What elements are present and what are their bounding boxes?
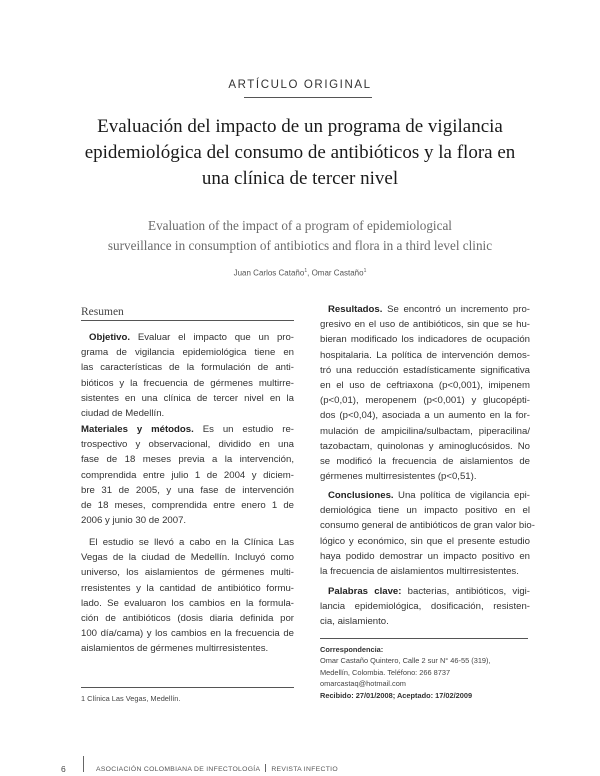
text-line: bre 31 de 2005, y una fase de intervención bbox=[81, 484, 294, 496]
affiliation-mark: 1 bbox=[363, 268, 367, 274]
text-line bbox=[320, 302, 530, 317]
text-line: ción de antibióticos (dosis diaria definida por bbox=[81, 613, 294, 625]
text-line: trospectivo y observacional, dividido en una bbox=[81, 439, 294, 451]
text-line: comprendida entre julio 1 de 2004 y diciem- bbox=[81, 469, 294, 481]
page-number: 6 bbox=[61, 764, 66, 774]
author-separator: , bbox=[307, 268, 312, 278]
text-line: sistentes en una clínica de tercer nivel en la bbox=[81, 392, 294, 404]
resultados-paragraph bbox=[320, 302, 530, 484]
text-line: dos (p<0,04), asociada a un aumento en la for- bbox=[320, 410, 530, 422]
received-accepted-dates: Recibido: 27/01/2008; Aceptado: 17/02/2009 bbox=[320, 690, 473, 700]
text-line bbox=[320, 584, 530, 599]
text-line: bióticos y la frecuencia de gérmenes multirre- bbox=[81, 377, 294, 389]
footer-separator bbox=[83, 756, 84, 772]
text-line: Una política de vigilancia epi- bbox=[398, 490, 530, 501]
text-line: Se encontró un incremento pro- bbox=[387, 304, 530, 315]
affiliation-mark: 1 bbox=[304, 268, 308, 274]
article-title-english bbox=[60, 216, 540, 256]
footnote-rule bbox=[81, 687, 294, 688]
text-line bbox=[81, 422, 294, 437]
abstract-rule bbox=[81, 320, 294, 321]
correspondence-block bbox=[320, 644, 532, 701]
text-line bbox=[81, 330, 294, 345]
correspondence-address: Omar Castaño Quintero, Calle 2 sur N° 46-55 (319), bbox=[320, 656, 491, 666]
text-line: demiológica tiene un impacto positivo en el bbox=[320, 505, 530, 517]
running-footer bbox=[96, 764, 338, 773]
abstract-heading: Resumen bbox=[81, 306, 124, 318]
conclusiones-paragraph bbox=[320, 488, 535, 579]
text-line: mulación de ampicilina/sulbactam, piperacilina/ bbox=[320, 425, 530, 437]
text-line: tazobactam, quinolonas y aminoglucósidos. No bbox=[320, 440, 530, 452]
text-line: de 18 meses, comprendida entre enero 1 de bbox=[81, 500, 294, 512]
article-title bbox=[60, 114, 540, 192]
palabras-clave-label: Palabras clave: bbox=[328, 586, 402, 597]
text-line: las características de la formulación de anti- bbox=[81, 362, 294, 374]
author-name: Juan Carlos Cataño bbox=[233, 268, 305, 278]
title-line: una clínica de tercer nivel bbox=[201, 168, 399, 189]
text-line: gresivo en el uso de antibióticos, sin que se hu- bbox=[320, 319, 530, 331]
text-line: grama de vigilancia epidemiológica tiene en bbox=[81, 347, 294, 359]
text-line: 100 día/cama) y los cambios en la frecuencia de bbox=[81, 628, 294, 640]
text-line: lado. Se evaluaron los cambios en la formula- bbox=[81, 597, 294, 609]
materiales-label: Materiales y métodos. bbox=[81, 424, 194, 435]
text-line: 2006 y junio 30 de 2007. bbox=[81, 515, 187, 527]
text-line: en el uso de ceftriaxona (p<0,001), imipenem bbox=[320, 380, 530, 392]
text-line: haya podido demostrar un impacto positivo en bbox=[320, 550, 530, 562]
text-line: Es un estudio re- bbox=[202, 424, 295, 435]
materiales-paragraph bbox=[81, 422, 294, 528]
text-line: la frecuencia de aislamientos multirresistentes. bbox=[320, 566, 519, 578]
correspondence-city-phone: Medellín, Colombia. Teléfono: 266 8737 bbox=[320, 667, 451, 677]
title-en-line: Evaluation of the impact of a program of epidemiological bbox=[148, 218, 452, 233]
correspondence-email[interactable]: omarcastaq@hotmail.com bbox=[320, 679, 406, 689]
footer-bar bbox=[265, 764, 266, 772]
text-line: ciudad de Medellín. bbox=[81, 408, 165, 420]
text-line: gérmenes multirresistentes (p<0,51). bbox=[320, 471, 477, 483]
section-divider bbox=[244, 97, 372, 98]
resultados-label: Resultados. bbox=[328, 304, 383, 315]
text-line: hospitalaria. La política de intervención demos- bbox=[320, 349, 530, 361]
text-line: Vegas de la ciudad de Medellín. Incluyó como bbox=[81, 552, 294, 564]
correspondence-heading: Correspondencia: bbox=[320, 645, 384, 654]
text-line: aislamientos de gérmenes multirresistentes. bbox=[81, 643, 269, 655]
objetivo-label: Objetivo. bbox=[89, 332, 131, 343]
text-line bbox=[81, 535, 294, 550]
title-line: Evaluación del impacto de un programa de vigilancia bbox=[97, 116, 503, 137]
text-line: bacterias, antibióticos, vigi- bbox=[407, 586, 530, 597]
footnote: 1 Clínica Las Vegas, Medellín. bbox=[81, 694, 181, 703]
section-label: ARTÍCULO ORIGINAL bbox=[228, 79, 372, 91]
correspondence-rule bbox=[320, 638, 528, 639]
authors bbox=[0, 268, 600, 278]
title-en-line: surveillance in consumption of antibiotics and flora in a third level clinic bbox=[107, 238, 493, 253]
text-line: se modificó la frecuencia de aislamientos de bbox=[320, 456, 530, 468]
text-line: rresistentes y la cantidad de antibiótico formu- bbox=[81, 582, 294, 594]
text-line: cia, aislamiento. bbox=[320, 616, 389, 628]
journal-name: REVISTA INFECTIO bbox=[271, 766, 338, 773]
text-line: bieran modificado los indicadores de ocupación bbox=[320, 334, 530, 346]
text-line: tró una reducción estadísticamente significativa bbox=[320, 364, 530, 376]
text-line: lancia epidemiológica, dosificación, resisten- bbox=[320, 601, 530, 613]
text-line: Evaluar el impacto que un pro- bbox=[137, 332, 295, 343]
title-line: epidemiológica del consumo de antibióticos y la flora en bbox=[84, 142, 516, 163]
objetivo-paragraph bbox=[81, 330, 294, 421]
text-line: lógico y económico, sin que el presente estudio bbox=[320, 535, 530, 547]
text-line: universo, los aislamientos de gérmenes multi- bbox=[81, 567, 294, 579]
palabras-clave-paragraph bbox=[320, 584, 530, 630]
journal-society: ASOCIACIÓN COLOMBIANA DE INFECTOLOGÍA bbox=[96, 766, 261, 773]
conclusiones-label: Conclusiones. bbox=[328, 490, 394, 501]
text-line: consumo general de antibióticos de gran valor bio- bbox=[320, 520, 535, 532]
author-name: Omar Castaño bbox=[311, 268, 364, 278]
estudio-paragraph bbox=[81, 535, 294, 657]
text-line: fase de 18 meses previa a la intervención, bbox=[81, 454, 294, 466]
text-line: El estudio se llevó a cabo en la Clínica Las bbox=[89, 537, 294, 548]
text-line: (p<0,01), meropenem (p<0,001) y glucopépti- bbox=[320, 395, 530, 407]
text-line bbox=[320, 488, 530, 503]
